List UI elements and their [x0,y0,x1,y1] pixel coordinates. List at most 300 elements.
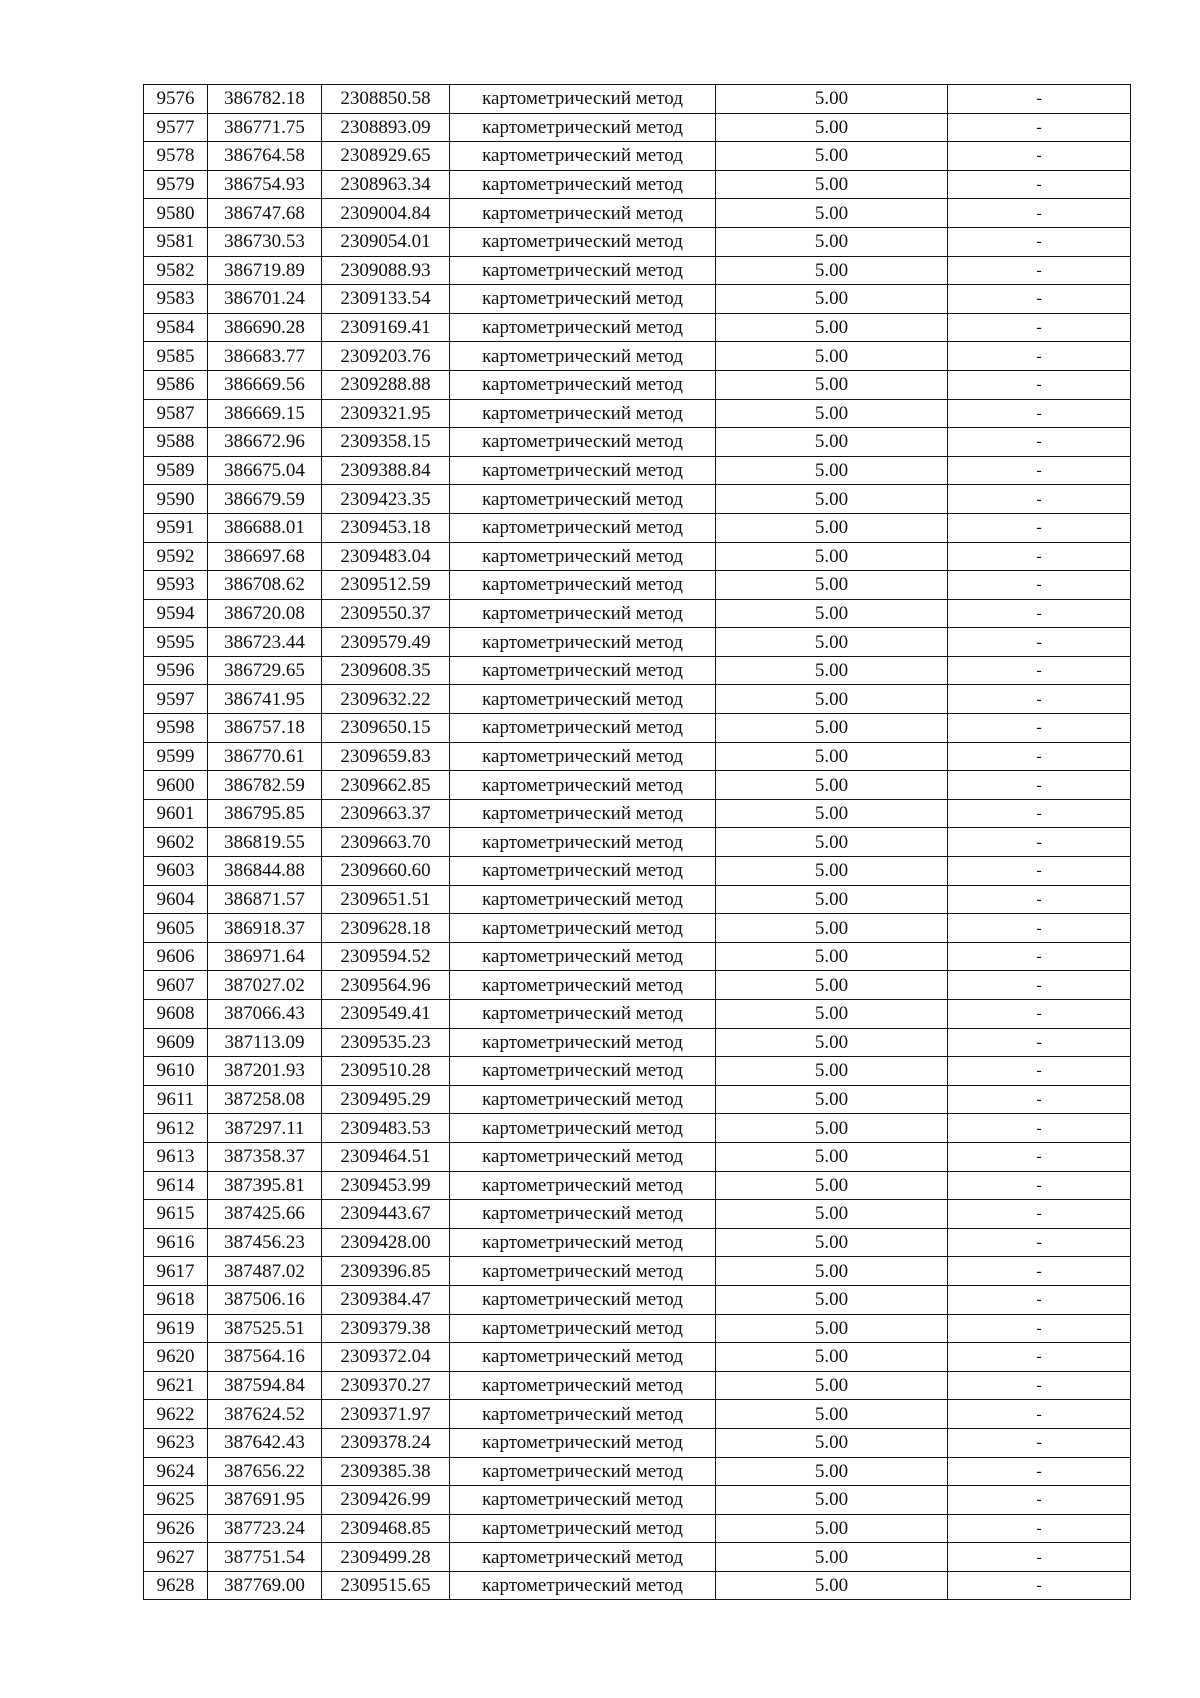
accuracy-cell: 5.00 [716,1257,948,1286]
x-coordinate-cell: 386683.77 [208,342,322,371]
x-coordinate-cell: 386720.08 [208,599,322,628]
note-cell: - [948,1257,1131,1286]
point-number-cell: 9628 [144,1571,208,1600]
note-cell: - [948,399,1131,428]
table-row [144,1114,1131,1143]
point-number-cell: 9621 [144,1371,208,1400]
table-row [144,914,1131,943]
accuracy-cell: 5.00 [716,1571,948,1600]
y-coordinate-cell: 2309054.01 [322,227,450,256]
note-cell: - [948,628,1131,657]
note-cell: - [948,942,1131,971]
accuracy-cell: 5.00 [716,199,948,228]
y-coordinate-cell: 2309549.41 [322,1000,450,1029]
accuracy-cell: 5.00 [716,971,948,1000]
method-cell: картометрический метод [450,1486,716,1515]
method-cell: картометрический метод [450,542,716,571]
point-number-cell: 9581 [144,227,208,256]
method-cell: картометрический метод [450,1371,716,1400]
accuracy-cell: 5.00 [716,85,948,114]
point-number-cell: 9597 [144,685,208,714]
method-cell: картометрический метод [450,170,716,199]
x-coordinate-cell: 386697.68 [208,542,322,571]
y-coordinate-cell: 2309379.38 [322,1314,450,1343]
accuracy-cell: 5.00 [716,1085,948,1114]
note-cell: - [948,1171,1131,1200]
y-coordinate-cell: 2309426.99 [322,1486,450,1515]
y-coordinate-cell: 2309651.51 [322,885,450,914]
y-coordinate-cell: 2309423.35 [322,485,450,514]
y-coordinate-cell: 2309660.60 [322,857,450,886]
table-row [144,885,1131,914]
accuracy-cell: 5.00 [716,885,948,914]
point-number-cell: 9619 [144,1314,208,1343]
method-cell: картометрический метод [450,456,716,485]
table-row [144,857,1131,886]
y-coordinate-cell: 2309372.04 [322,1343,450,1372]
x-coordinate-cell: 386782.59 [208,771,322,800]
table-row [144,1228,1131,1257]
y-coordinate-cell: 2309203.76 [322,342,450,371]
accuracy-cell: 5.00 [716,1057,948,1086]
note-cell: - [948,1200,1131,1229]
y-coordinate-cell: 2309169.41 [322,313,450,342]
y-coordinate-cell: 2309453.99 [322,1171,450,1200]
y-coordinate-cell: 2309443.67 [322,1200,450,1229]
table-row [144,1028,1131,1057]
method-cell: картометрический метод [450,1000,716,1029]
note-cell: - [948,1114,1131,1143]
accuracy-cell: 5.00 [716,656,948,685]
x-coordinate-cell: 387564.16 [208,1343,322,1372]
point-number-cell: 9584 [144,313,208,342]
note-cell: - [948,199,1131,228]
accuracy-cell: 5.00 [716,513,948,542]
accuracy-cell: 5.00 [716,285,948,314]
y-coordinate-cell: 2309564.96 [322,971,450,1000]
table-row [144,456,1131,485]
y-coordinate-cell: 2309358.15 [322,428,450,457]
accuracy-cell: 5.00 [716,914,948,943]
accuracy-cell: 5.00 [716,113,948,142]
y-coordinate-cell: 2309608.35 [322,656,450,685]
note-cell: - [948,714,1131,743]
accuracy-cell: 5.00 [716,313,948,342]
x-coordinate-cell: 386770.61 [208,742,322,771]
accuracy-cell: 5.00 [716,1142,948,1171]
accuracy-cell: 5.00 [716,828,948,857]
point-number-cell: 9604 [144,885,208,914]
x-coordinate-cell: 386918.37 [208,914,322,943]
table-row [144,1543,1131,1572]
method-cell: картометрический метод [450,1028,716,1057]
point-number-cell: 9615 [144,1200,208,1229]
accuracy-cell: 5.00 [716,428,948,457]
table-row [144,1142,1131,1171]
point-number-cell: 9606 [144,942,208,971]
x-coordinate-cell: 386679.59 [208,485,322,514]
note-cell: - [948,313,1131,342]
method-cell: картометрический метод [450,1428,716,1457]
accuracy-cell: 5.00 [716,1543,948,1572]
table-row [144,199,1131,228]
accuracy-cell: 5.00 [716,742,948,771]
x-coordinate-cell: 386971.64 [208,942,322,971]
x-coordinate-cell: 387624.52 [208,1400,322,1429]
x-coordinate-cell: 386730.53 [208,227,322,256]
accuracy-cell: 5.00 [716,142,948,171]
note-cell: - [948,1228,1131,1257]
table-row [144,1000,1131,1029]
point-number-cell: 9627 [144,1543,208,1572]
note-cell: - [948,1571,1131,1600]
table-row [144,113,1131,142]
table-row [144,656,1131,685]
accuracy-cell: 5.00 [716,1314,948,1343]
point-number-cell: 9610 [144,1057,208,1086]
point-number-cell: 9602 [144,828,208,857]
table-row [144,485,1131,514]
y-coordinate-cell: 2309594.52 [322,942,450,971]
point-number-cell: 9583 [144,285,208,314]
point-number-cell: 9603 [144,857,208,886]
point-number-cell: 9612 [144,1114,208,1143]
y-coordinate-cell: 2309468.85 [322,1514,450,1543]
y-coordinate-cell: 2308850.58 [322,85,450,114]
point-number-cell: 9617 [144,1257,208,1286]
coordinates-table [143,84,1131,1600]
method-cell: картометрический метод [450,828,716,857]
point-number-cell: 9589 [144,456,208,485]
accuracy-cell: 5.00 [716,714,948,743]
note-cell: - [948,513,1131,542]
x-coordinate-cell: 386669.56 [208,370,322,399]
x-coordinate-cell: 386719.89 [208,256,322,285]
method-cell: картометрический метод [450,885,716,914]
table-row [144,256,1131,285]
point-number-cell: 9620 [144,1343,208,1372]
note-cell: - [948,571,1131,600]
method-cell: картометрический метод [450,313,716,342]
y-coordinate-cell: 2309388.84 [322,456,450,485]
x-coordinate-cell: 387395.81 [208,1171,322,1200]
note-cell: - [948,1457,1131,1486]
point-number-cell: 9593 [144,571,208,600]
point-number-cell: 9613 [144,1142,208,1171]
method-cell: картометрический метод [450,256,716,285]
table-row [144,399,1131,428]
accuracy-cell: 5.00 [716,227,948,256]
point-number-cell: 9594 [144,599,208,628]
x-coordinate-cell: 387425.66 [208,1200,322,1229]
y-coordinate-cell: 2309495.29 [322,1085,450,1114]
method-cell: картометрический метод [450,1228,716,1257]
x-coordinate-cell: 387769.00 [208,1571,322,1600]
note-cell: - [948,828,1131,857]
method-cell: картометрический метод [450,513,716,542]
note-cell: - [948,656,1131,685]
table-row [144,742,1131,771]
y-coordinate-cell: 2309499.28 [322,1543,450,1572]
note-cell: - [948,227,1131,256]
y-coordinate-cell: 2309659.83 [322,742,450,771]
table-row [144,1571,1131,1600]
accuracy-cell: 5.00 [716,771,948,800]
note-cell: - [948,113,1131,142]
y-coordinate-cell: 2309512.59 [322,571,450,600]
x-coordinate-cell: 386747.68 [208,199,322,228]
note-cell: - [948,170,1131,199]
accuracy-cell: 5.00 [716,485,948,514]
note-cell: - [948,1314,1131,1343]
table-row [144,227,1131,256]
accuracy-cell: 5.00 [716,1200,948,1229]
note-cell: - [948,542,1131,571]
table-row [144,599,1131,628]
accuracy-cell: 5.00 [716,685,948,714]
method-cell: картометрический метод [450,1257,716,1286]
x-coordinate-cell: 387525.51 [208,1314,322,1343]
y-coordinate-cell: 2309510.28 [322,1057,450,1086]
x-coordinate-cell: 387487.02 [208,1257,322,1286]
x-coordinate-cell: 386741.95 [208,685,322,714]
x-coordinate-cell: 387297.11 [208,1114,322,1143]
note-cell: - [948,771,1131,800]
x-coordinate-cell: 387456.23 [208,1228,322,1257]
method-cell: картометрический метод [450,628,716,657]
point-number-cell: 9578 [144,142,208,171]
method-cell: картометрический метод [450,971,716,1000]
x-coordinate-cell: 386708.62 [208,571,322,600]
y-coordinate-cell: 2309515.65 [322,1571,450,1600]
table-row [144,142,1131,171]
y-coordinate-cell: 2309579.49 [322,628,450,657]
x-coordinate-cell: 386675.04 [208,456,322,485]
x-coordinate-cell: 387027.02 [208,971,322,1000]
accuracy-cell: 5.00 [716,1171,948,1200]
note-cell: - [948,342,1131,371]
note-cell: - [948,370,1131,399]
method-cell: картометрический метод [450,1543,716,1572]
point-number-cell: 9624 [144,1457,208,1486]
point-number-cell: 9582 [144,256,208,285]
table-row [144,1257,1131,1286]
method-cell: картометрический метод [450,942,716,971]
accuracy-cell: 5.00 [716,599,948,628]
method-cell: картометрический метод [450,1085,716,1114]
method-cell: картометрический метод [450,370,716,399]
note-cell: - [948,1486,1131,1515]
x-coordinate-cell: 387656.22 [208,1457,322,1486]
point-number-cell: 9605 [144,914,208,943]
note-cell: - [948,857,1131,886]
point-number-cell: 9590 [144,485,208,514]
point-number-cell: 9626 [144,1514,208,1543]
note-cell: - [948,914,1131,943]
table-row [144,1428,1131,1457]
point-number-cell: 9618 [144,1285,208,1314]
point-number-cell: 9579 [144,170,208,199]
x-coordinate-cell: 386701.24 [208,285,322,314]
method-cell: картометрический метод [450,399,716,428]
note-cell: - [948,1514,1131,1543]
note-cell: - [948,742,1131,771]
note-cell: - [948,285,1131,314]
note-cell: - [948,1428,1131,1457]
method-cell: картометрический метод [450,1057,716,1086]
accuracy-cell: 5.00 [716,1285,948,1314]
method-cell: картометрический метод [450,142,716,171]
y-coordinate-cell: 2309288.88 [322,370,450,399]
method-cell: картометрический метод [450,1314,716,1343]
x-coordinate-cell: 386819.55 [208,828,322,857]
method-cell: картометрический метод [450,227,716,256]
accuracy-cell: 5.00 [716,1486,948,1515]
y-coordinate-cell: 2309550.37 [322,599,450,628]
method-cell: картометрический метод [450,428,716,457]
note-cell: - [948,1371,1131,1400]
table-row [144,571,1131,600]
point-number-cell: 9588 [144,428,208,457]
x-coordinate-cell: 387113.09 [208,1028,322,1057]
note-cell: - [948,799,1131,828]
point-number-cell: 9616 [144,1228,208,1257]
y-coordinate-cell: 2309663.70 [322,828,450,857]
method-cell: картометрический метод [450,199,716,228]
x-coordinate-cell: 386690.28 [208,313,322,342]
accuracy-cell: 5.00 [716,1114,948,1143]
method-cell: картометрический метод [450,656,716,685]
accuracy-cell: 5.00 [716,571,948,600]
table-row [144,513,1131,542]
table-row [144,1171,1131,1200]
note-cell: - [948,428,1131,457]
point-number-cell: 9625 [144,1486,208,1515]
note-cell: - [948,1543,1131,1572]
table-row [144,1343,1131,1372]
x-coordinate-cell: 386795.85 [208,799,322,828]
method-cell: картометрический метод [450,1514,716,1543]
note-cell: - [948,1000,1131,1029]
accuracy-cell: 5.00 [716,1400,948,1429]
accuracy-cell: 5.00 [716,370,948,399]
x-coordinate-cell: 386688.01 [208,513,322,542]
point-number-cell: 9580 [144,199,208,228]
x-coordinate-cell: 387066.43 [208,1000,322,1029]
x-coordinate-cell: 387723.24 [208,1514,322,1543]
accuracy-cell: 5.00 [716,799,948,828]
y-coordinate-cell: 2309384.47 [322,1285,450,1314]
point-number-cell: 9611 [144,1085,208,1114]
note-cell: - [948,1057,1131,1086]
x-coordinate-cell: 386669.15 [208,399,322,428]
x-coordinate-cell: 386754.93 [208,170,322,199]
y-coordinate-cell: 2309483.04 [322,542,450,571]
y-coordinate-cell: 2309378.24 [322,1428,450,1457]
note-cell: - [948,885,1131,914]
x-coordinate-cell: 386771.75 [208,113,322,142]
note-cell: - [948,1400,1131,1429]
method-cell: картометрический метод [450,1171,716,1200]
table-row [144,971,1131,1000]
note-cell: - [948,456,1131,485]
method-cell: картометрический метод [450,1200,716,1229]
table-row [144,828,1131,857]
x-coordinate-cell: 386764.58 [208,142,322,171]
accuracy-cell: 5.00 [716,1000,948,1029]
accuracy-cell: 5.00 [716,628,948,657]
point-number-cell: 9592 [144,542,208,571]
point-number-cell: 9607 [144,971,208,1000]
note-cell: - [948,85,1131,114]
note-cell: - [948,1285,1131,1314]
table-row [144,628,1131,657]
accuracy-cell: 5.00 [716,1428,948,1457]
accuracy-cell: 5.00 [716,1228,948,1257]
note-cell: - [948,256,1131,285]
point-number-cell: 9623 [144,1428,208,1457]
method-cell: картометрический метод [450,1142,716,1171]
table-row [144,428,1131,457]
accuracy-cell: 5.00 [716,1343,948,1372]
point-number-cell: 9599 [144,742,208,771]
method-cell: картометрический метод [450,1285,716,1314]
x-coordinate-cell: 387691.95 [208,1486,322,1515]
table-row [144,170,1131,199]
table-row [144,942,1131,971]
point-number-cell: 9576 [144,85,208,114]
note-cell: - [948,971,1131,1000]
method-cell: картометрический метод [450,799,716,828]
accuracy-cell: 5.00 [716,942,948,971]
point-number-cell: 9601 [144,799,208,828]
y-coordinate-cell: 2309453.18 [322,513,450,542]
method-cell: картометрический метод [450,285,716,314]
y-coordinate-cell: 2309464.51 [322,1142,450,1171]
x-coordinate-cell: 387258.08 [208,1085,322,1114]
accuracy-cell: 5.00 [716,399,948,428]
method-cell: картометрический метод [450,742,716,771]
table-row [144,542,1131,571]
accuracy-cell: 5.00 [716,256,948,285]
accuracy-cell: 5.00 [716,170,948,199]
method-cell: картометрический метод [450,1343,716,1372]
y-coordinate-cell: 2309371.97 [322,1400,450,1429]
x-coordinate-cell: 387358.37 [208,1142,322,1171]
y-coordinate-cell: 2309535.23 [322,1028,450,1057]
method-cell: картометрический метод [450,685,716,714]
x-coordinate-cell: 386723.44 [208,628,322,657]
y-coordinate-cell: 2309370.27 [322,1371,450,1400]
point-number-cell: 9598 [144,714,208,743]
point-number-cell: 9577 [144,113,208,142]
method-cell: картометрический метод [450,599,716,628]
table-row [144,370,1131,399]
accuracy-cell: 5.00 [716,1514,948,1543]
y-coordinate-cell: 2309650.15 [322,714,450,743]
accuracy-cell: 5.00 [716,1028,948,1057]
table-row [144,85,1131,114]
point-number-cell: 9609 [144,1028,208,1057]
method-cell: картометрический метод [450,1114,716,1143]
method-cell: картометрический метод [450,485,716,514]
point-number-cell: 9596 [144,656,208,685]
x-coordinate-cell: 386757.18 [208,714,322,743]
method-cell: картометрический метод [450,1457,716,1486]
y-coordinate-cell: 2308963.34 [322,170,450,199]
accuracy-cell: 5.00 [716,456,948,485]
x-coordinate-cell: 386871.57 [208,885,322,914]
